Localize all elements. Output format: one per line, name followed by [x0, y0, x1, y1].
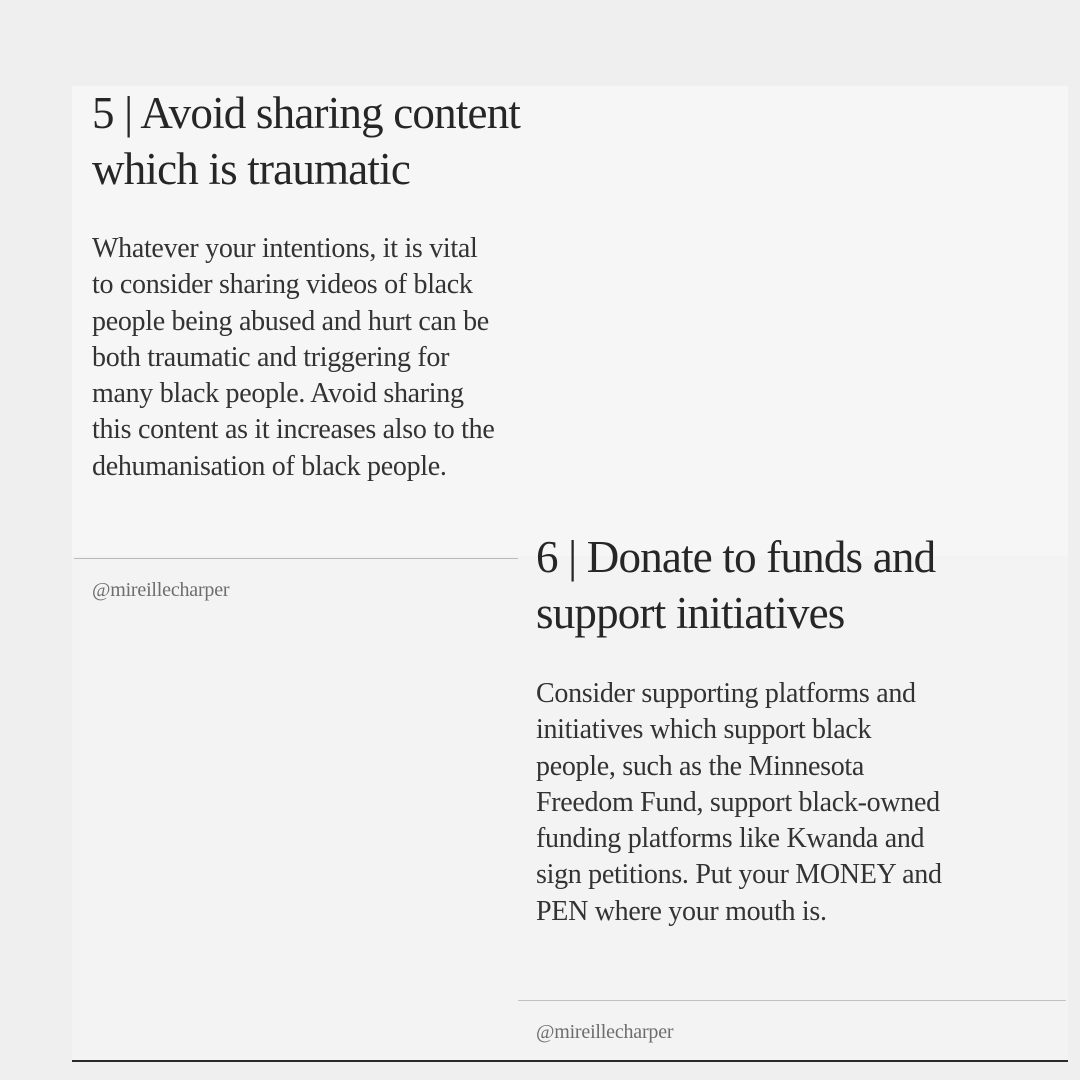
section-5-body-line: this content as it increases also to the	[92, 414, 495, 446]
section-5-heading	[92, 85, 520, 197]
section-5-heading-line: which is traumatic	[92, 144, 411, 194]
section-6-body-line: sign petitions. Put your MONEY and	[536, 859, 942, 891]
section-5-body-line: both traumatic and triggering for	[92, 341, 450, 373]
section-5-body-line: Whatever your intentions, it is vital	[92, 233, 478, 264]
bottom-border	[72, 1060, 1068, 1062]
section-5-divider	[74, 558, 518, 559]
section-5-body-line: dehumanisation of black people.	[92, 450, 447, 482]
section-6-heading	[536, 529, 935, 641]
section-5-body-line: people being abused and hurt can be	[92, 305, 489, 337]
section-6-body-line: Freedom Fund, support black-owned	[536, 786, 940, 818]
section-6-body	[536, 676, 942, 930]
section-5-body	[92, 231, 494, 485]
section-6-heading-line: 6 | Donate to funds and	[536, 532, 936, 582]
section-5-body-line: to consider sharing videos of black	[92, 269, 473, 301]
section-6-body-line: people, such as the Minnesota	[536, 750, 864, 782]
section-6-body-line: funding platforms like Kwanda and	[536, 823, 925, 855]
section-6-divider	[518, 1000, 1066, 1001]
section-6-author-handle: @mireillecharper	[536, 1021, 674, 1043]
section-6-body-line: initiatives which support black	[536, 714, 872, 746]
section-6-body-line: Consider supporting platforms and	[536, 678, 916, 709]
section-6-body-line: PEN where your mouth is.	[536, 895, 827, 927]
section-5-heading-line: 5 | Avoid sharing content	[92, 88, 521, 138]
section-5-body-line: many black people. Avoid sharing	[92, 378, 464, 410]
section-5-author-handle: @mireillecharper	[92, 579, 230, 601]
section-6-heading-line: support initiatives	[536, 588, 845, 638]
